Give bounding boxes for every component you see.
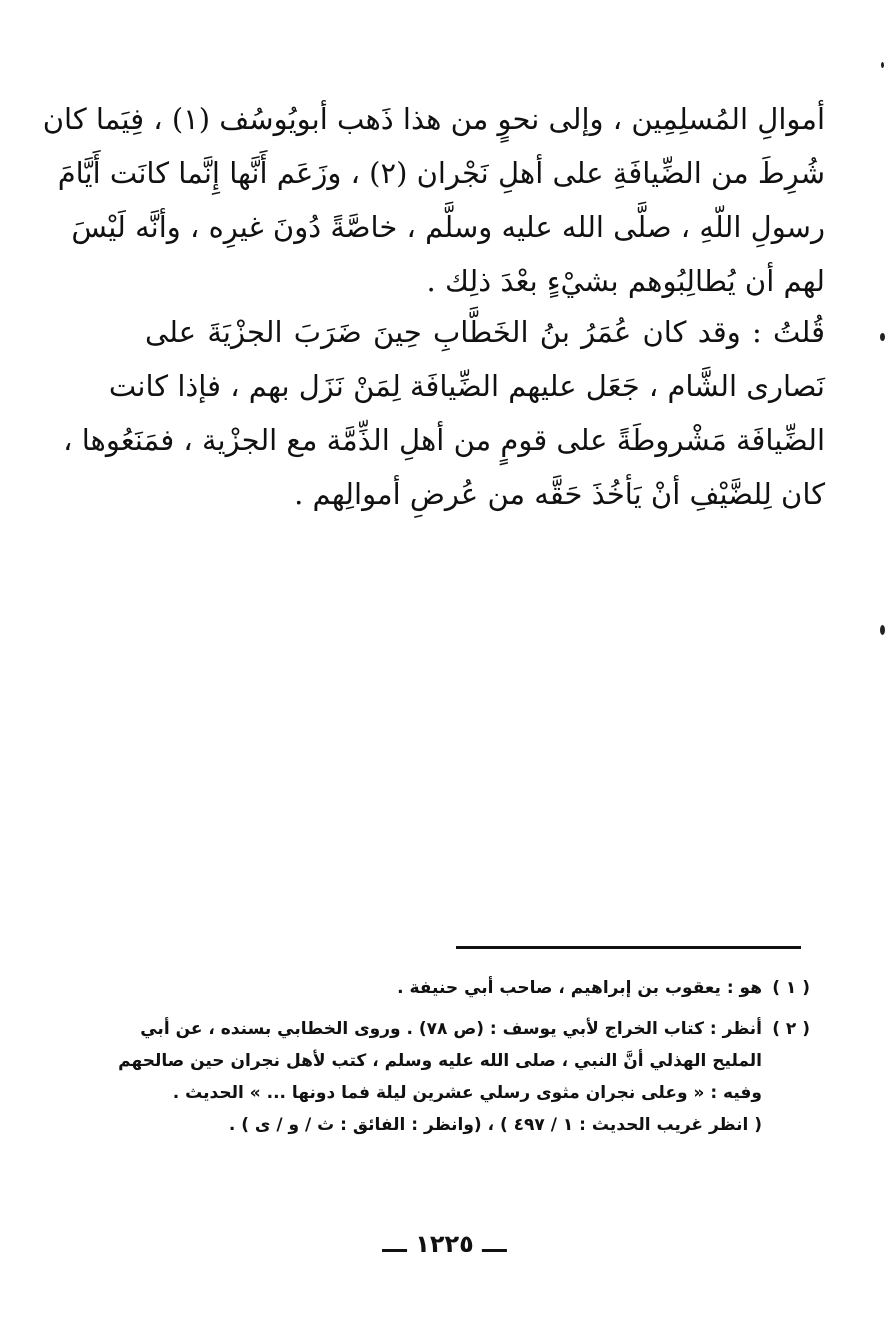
page-number: ـــ ١٢٢٥ ـــ bbox=[382, 1230, 507, 1258]
scan-speck-mark bbox=[880, 625, 885, 635]
footnote-separator-rule bbox=[456, 946, 801, 949]
paragraph-1-line-1: أموالِ المُسلِمِين ، وإلى نحوٍ من هذا ذَهب أبويُوسُف (١) ، فِيَما كان bbox=[42, 102, 825, 136]
paragraph-2-line-2: نَصارى الشَّام ، جَعَل عليهم الضِّيافَة لِمَنْ نَزَل بهم ، فإذا كانت bbox=[108, 369, 825, 403]
main-paragraph-1 bbox=[42, 92, 825, 308]
footnote-1-line-1: هو : يعقوب بن إبراهيم ، صاحب أبي حنيفة . bbox=[397, 978, 762, 998]
footnote-1-number: ( ١ ) bbox=[772, 978, 810, 998]
paragraph-1-line-2: شُرِطَ من الضِّيافَةِ على أهلِ نَجْران (٢) ، وزَعَم أَنَّها إِنَّما كانَت أَيَّامَ bbox=[57, 156, 825, 190]
footnote-2-line-4: ( انظر غريب الحديث : ١ / ٤٩٧ ) ، (وانظر : الفائق : ث / و / ى ) . bbox=[228, 1115, 762, 1135]
footnote-2-line-2: المليح الهذلي أنَّ النبي ، صلى الله عليه وسلم ، كتب لأهل نجران حين صالحهم bbox=[118, 1051, 762, 1071]
paragraph-1-line-4: لهم أن يُطالِبُوهم بشيْءٍ بعْدَ ذلِك . bbox=[426, 264, 825, 298]
paragraph-2-line-1: قُلتُ : وقد كان عُمَرُ بنُ الخَطَّابِ حِينَ ضَرَبَ الجزْيَةَ على bbox=[145, 315, 825, 349]
footnote-1 bbox=[100, 972, 810, 1004]
footnote-2-number: ( ٢ ) bbox=[772, 1019, 810, 1039]
paragraph-2-line-3: الضِّيافَة مَشْروطَةً على قومٍ من أهلِ الذِّمَّة مع الجزْية ، فمَنَعُوها ، bbox=[63, 423, 825, 457]
main-paragraph-2 bbox=[63, 305, 825, 521]
footnote-2-line-1: أنظر : كتاب الخراج لأبي يوسف : (ص ٧٨) . وروى الخطابي بسنده ، عن أبي bbox=[140, 1019, 762, 1039]
footnote-2 bbox=[100, 1013, 810, 1141]
scan-speck-mark bbox=[880, 333, 885, 341]
paragraph-1-line-3: رسولِ اللّهِ ، صلَّى الله عليه وسلَّم ، خاصَّةً دُونَ غيرِه ، وأنَّه لَيْسَ bbox=[71, 210, 825, 244]
paragraph-2-line-4: كان لِلضَّيْفِ أنْ يَأخُذَ حَقَّه من عُرضِ أموالِهم . bbox=[294, 477, 825, 511]
scan-speck-mark bbox=[881, 62, 884, 68]
footnote-2-line-3: وفيه : « وعلى نجران مثوى رسلي عشرين ليلة فما دونها ... » الحديث . bbox=[172, 1083, 762, 1103]
